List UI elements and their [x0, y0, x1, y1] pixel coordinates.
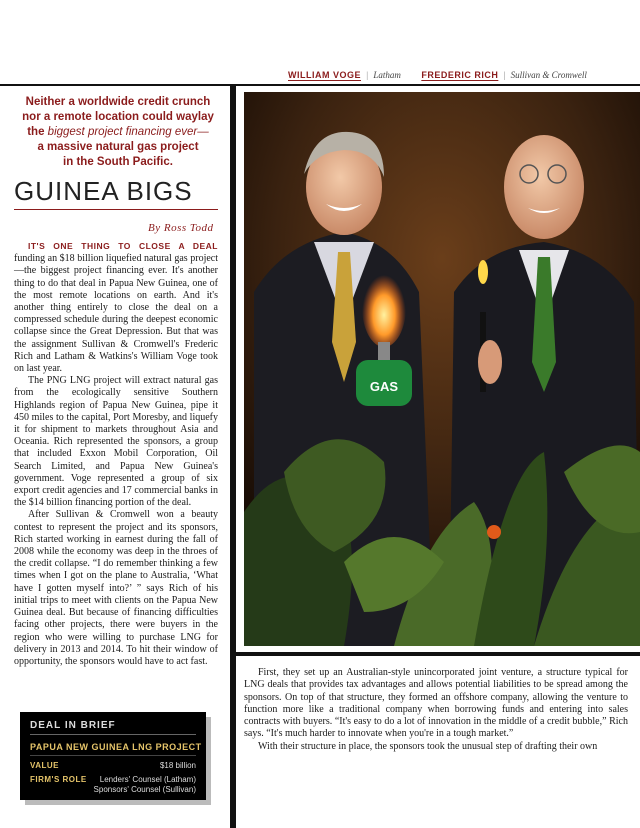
deal-role-label: FIRM'S ROLE — [30, 775, 87, 784]
deal-role-line: Lenders' Counsel (Latham) — [99, 775, 196, 784]
deal-box-title: DEAL IN BRIEF — [30, 720, 116, 731]
caption-firm-sullivan: Sullivan & Cromwell — [510, 70, 587, 80]
article-paragraph: The PNG LNG project will extract natural gas from the ecologically sensitive Southern Highlands region of Papua New Guinea, pipe it 450 miles to the capital, Port Moresby, and liquefy it for shipment to markets throughout Asia and Oceania. Rich represented the sponsors, a group that included Exxon Mobil Corporation, Oil Search Limited, and Papua New Guinea's government. Voge represented a group of six export credit agencies and 17 commercial banks in the $14 billion financing portion of the deal. — [14, 375, 218, 509]
deck-line-pre: the — [27, 126, 45, 138]
article-deck — [12, 95, 224, 170]
article-paragraph: After Sullivan & Cromwell won a beauty contest to represent the project and its sponsors, Rich started working in earnest during the fall of 2008 while the economy was deep in the throes of the credit collapse. “I do remember thinking a few times when I got on the plane to Australia, ‘What have I gotten myself into?’ ” says Rich of his initial trips to meet with clients on the Papua New Guinea deal. But because of financing difficulties facing other projects, there were buyers in the region who were willing to purchase LNG for delivery in 2013 and 2014. To hit their window of opportunity, the sponsors would have to act fast. — [14, 509, 218, 667]
caption-separator: | — [366, 70, 369, 80]
deck-line: Neither a worldwide credit crunch — [25, 96, 211, 108]
byline: By Ross Todd — [148, 222, 214, 234]
frame-vertical-bar — [230, 86, 236, 828]
article-paragraph — [14, 240, 218, 375]
deal-role — [94, 775, 196, 795]
article-paragraph: With their structure in place, the sponsors took the unusual step of drafting their own — [258, 740, 598, 752]
deal-box-rule — [30, 734, 196, 735]
deal-role-line: Sponsors' Counsel (Sullivan) — [93, 785, 196, 794]
headline: GUINEA BIGS — [14, 176, 193, 206]
deal-project-name: PAPUA NEW GUINEA LNG PROJECT — [30, 742, 202, 752]
deck-line: nor a remote location could waylay — [22, 111, 214, 123]
article-paragraph: First, they set up an Australian-style unincorporated joint venture, a structure typical for LNG deals that provides tax advantages and allows potential liabilities to be spread among the sponsors. On top of that structure, they formed an offshore company, allowing the venture to function more like a traditional company when borrowing funds and entering into sales contracts with buyers. “It's easy to do a lot of innovation in the middle of a credit bubble,” Rich says. “It's much harder to innovate when you're in a tough market.” — [244, 667, 628, 740]
caption-firm-latham: Latham — [373, 70, 401, 80]
caption-name-voge: WILLIAM VOGE — [288, 70, 361, 80]
top-rule — [0, 84, 640, 86]
deck-emphasis: biggest project financing ever— — [47, 126, 209, 138]
deck-line: in the South Pacific. — [63, 156, 173, 168]
caption-separator: | — [503, 70, 506, 80]
deck-line: a massive natural gas project — [37, 141, 199, 153]
deal-value-label: VALUE — [30, 761, 60, 770]
article-column-right — [244, 667, 628, 753]
caption-name-rich: FREDERIC RICH — [421, 70, 499, 80]
deal-in-brief-box — [20, 712, 206, 800]
canister-label: GAS — [369, 379, 399, 394]
article-column-left — [14, 240, 218, 668]
deck-line — [12, 125, 224, 140]
portrait-photo — [244, 92, 640, 646]
lead-in: IT'S ONE THING TO CLOSE A DEAL — [28, 241, 218, 251]
headline-rule — [14, 209, 218, 210]
deal-box-rule — [30, 755, 196, 756]
deal-value: $18 billion — [159, 761, 196, 770]
photo-captions — [288, 70, 587, 80]
paragraph-text: funding an $18 billion liquefied natural gas project—the biggest project financing ever. It's another thing to do that deal in Papua New Guinea, one of the most remote locations on earth. And it's another thing entirely to close the deal on a compressed schedule during the deepest economic collapse since the Great Depression. But that was the assignment Sullivan & Cromwell's Frederic Rich and Latham & Watkins's William Voge took on last year. — [14, 253, 218, 375]
frame-bottom-bar — [230, 652, 640, 656]
